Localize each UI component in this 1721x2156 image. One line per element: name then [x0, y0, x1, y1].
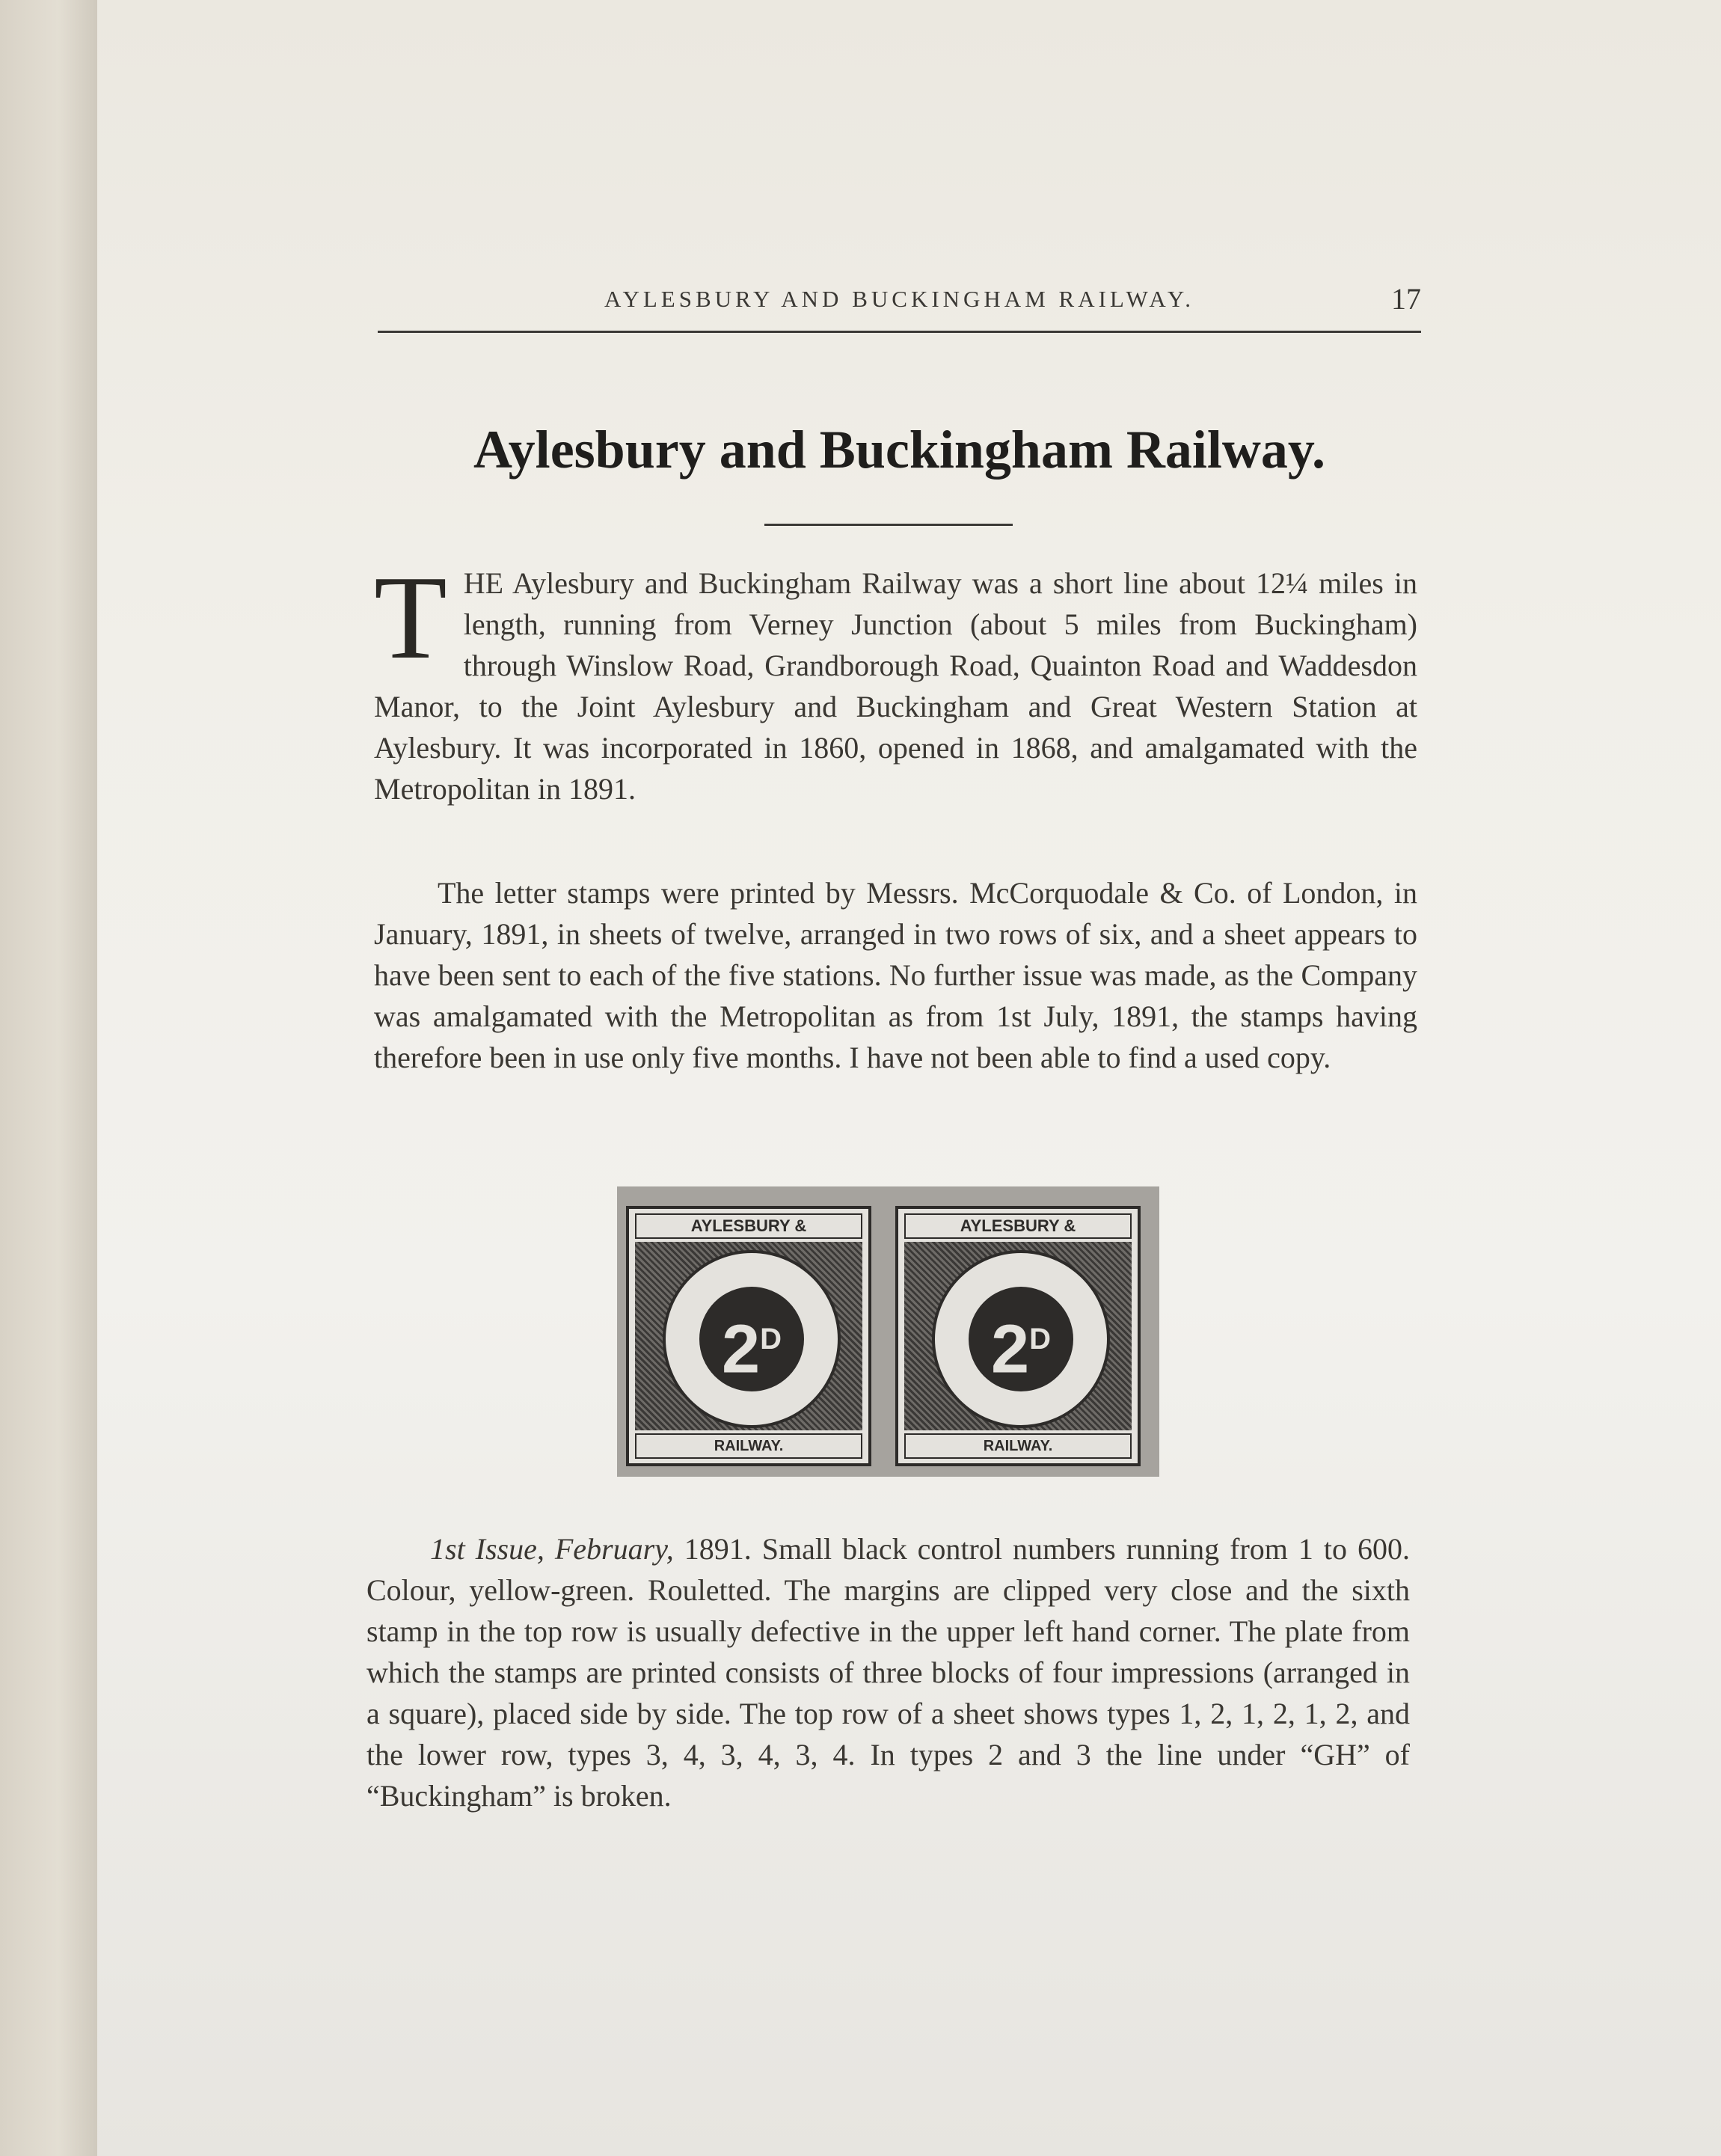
title-rule [764, 524, 1013, 526]
book-gutter [0, 0, 99, 2156]
stamp-bottom-label: RAILWAY. [904, 1433, 1132, 1459]
paragraph-first-issue-text: 1891. Small black control numbers running from 1 to 600. Colour, yellow-green. Rouletted. The margins are clipped very close and the sixth stamp in the top row is usually defective in the upper left hand corner. The plate from which the stamps are printed consists of three blocks of four impressions (arranged in a square), placed side by side. The top row of a sheet shows types 1, 2, 1, 2, 1, 2, and the lower row, types 3, 4, 3, 4, 3, 4. In types 2 and 3 the line under “GH” of “Buckingham” is broken. [366, 1532, 1410, 1813]
stamp-circle [932, 1250, 1110, 1428]
paragraph-printing-text: The letter stamps were printed by Messrs. McCorquodale & Co. of London, in January, 1891, in sheets of twelve, arranged in two rows of six, and a sheet appears to have been sent to each of the five stations. No further issue was made, as the Company was amalgamated with the Metropolitan as from 1st July, 1891, the stamps having therefore been in use only five months. I have not been able to find a used copy. [374, 876, 1417, 1074]
paragraph-printing [374, 872, 1417, 1078]
paragraph-first-issue [366, 1528, 1410, 1816]
paragraph-intro-text: HE Aylesbury and Buckingham Railway was a short line about 12¼ miles in length, running from Verney Junction (about 5 miles from Buckingham) through Winslow Road, Grandborough Road, Quainton Road and Waddesdon Manor, to the Joint Aylesbury and Buckingham and Great Western Station at Aylesbury. It was incorporated in 1860, opened in 1868, and amalgamated with the Metropolitan in 1891. [374, 566, 1417, 806]
running-header [378, 281, 1421, 333]
stamp-type-1 [626, 1206, 871, 1466]
stamp-type-2 [895, 1206, 1141, 1466]
stamp-bottom-label: RAILWAY. [635, 1433, 862, 1459]
stamp-top-label: AYLESBURY & [904, 1213, 1132, 1239]
stamp-top-label: AYLESBURY & [635, 1213, 862, 1239]
drop-cap: T [374, 551, 447, 684]
stamp-engraved-field [904, 1242, 1132, 1430]
paragraph-intro [374, 551, 1417, 809]
stamp-engraved-field [635, 1242, 862, 1430]
page-number: 17 [1391, 282, 1421, 316]
running-title: AYLESBURY AND BUCKINGHAM RAILWAY. [604, 286, 1195, 312]
stamp-value: $2^D$ [699, 1287, 804, 1391]
stamps-illustration [617, 1186, 1159, 1477]
chapter-title: Aylesbury and Buckingham Railway. [473, 420, 1325, 480]
stamp-circle [663, 1250, 841, 1428]
stamp-value: $2^D$ [969, 1287, 1073, 1391]
issue-heading: 1st Issue, February, [430, 1532, 674, 1566]
